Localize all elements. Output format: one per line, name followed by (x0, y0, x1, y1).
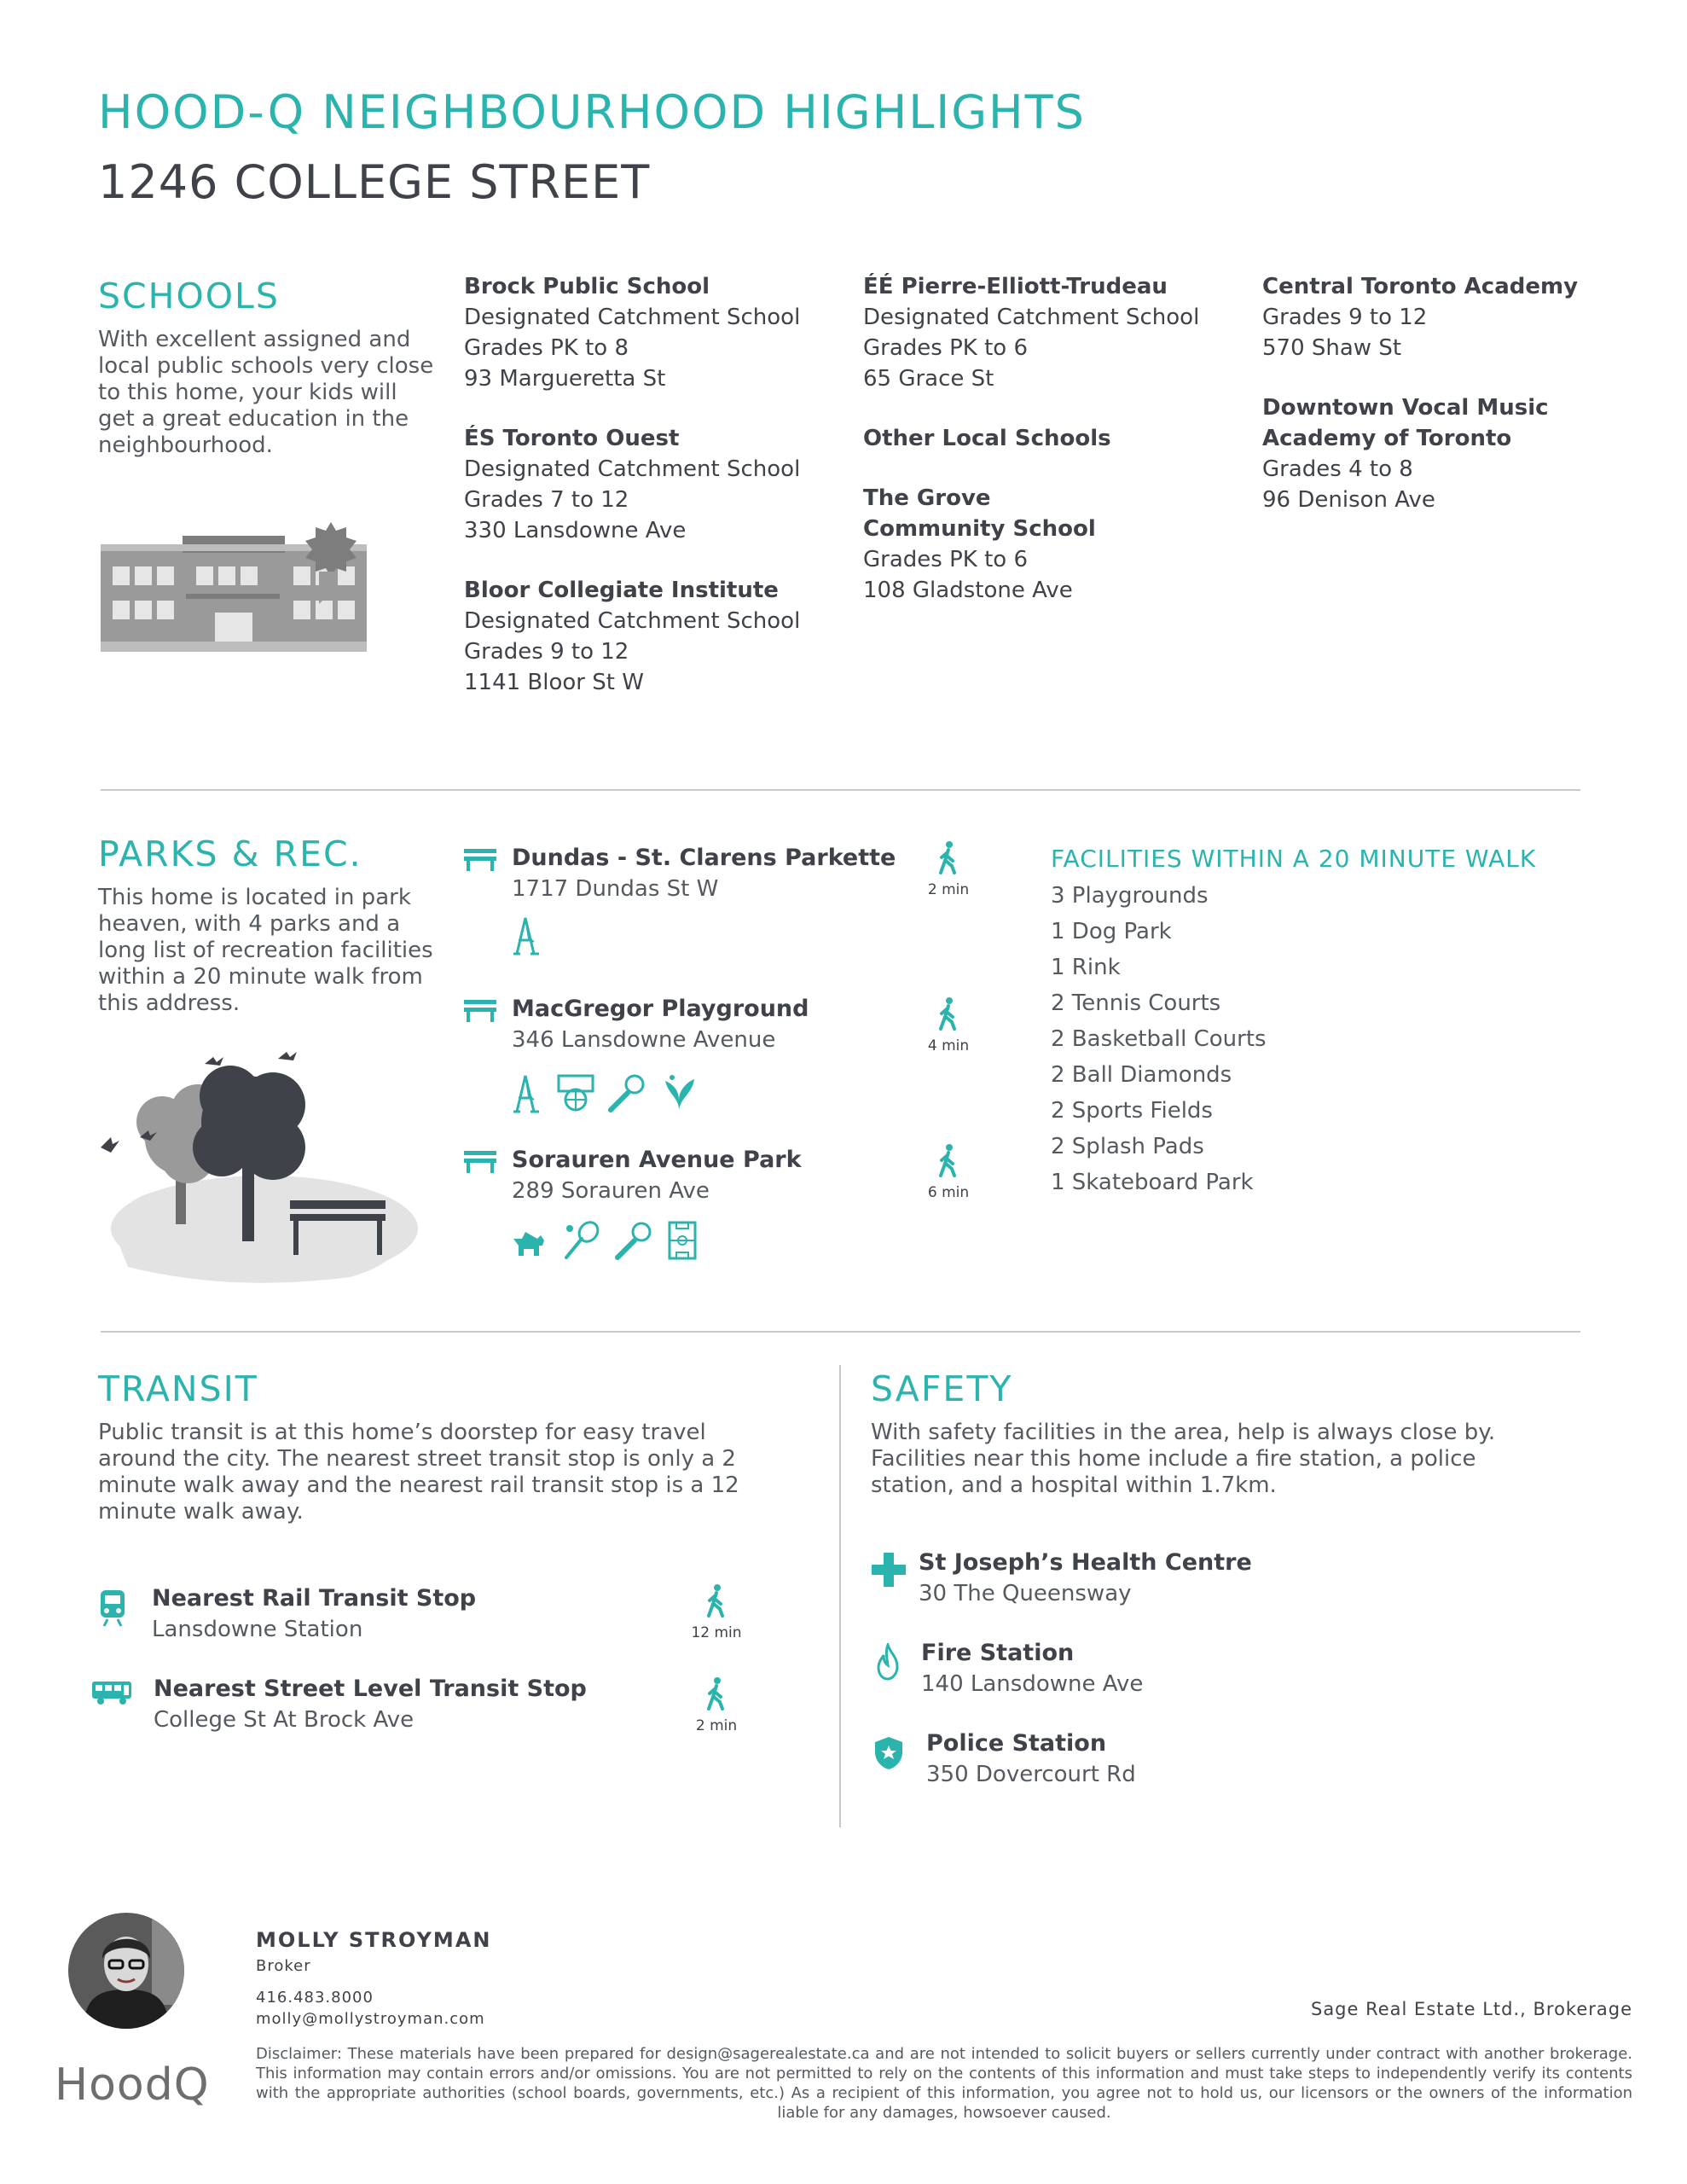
school-address: 1141 Bloor St W (464, 670, 644, 695)
walking-icon (705, 1676, 728, 1711)
park-address: 289 Sorauren Ave (512, 1178, 710, 1204)
facilities-title: FACILITIES WITHIN A 20 MINUTE WALK (1051, 845, 1537, 873)
agent-avatar (67, 1911, 186, 2030)
agent-role: Broker (256, 1957, 311, 1975)
park-scene-icon (94, 1037, 418, 1292)
school-entry (464, 423, 839, 546)
safety-address: 140 Lansdowne Ave (921, 1671, 1144, 1697)
stop-title: Nearest Street Level Transit Stop (154, 1676, 587, 1702)
disclaimer: Disclaimer: These materials have been prepared for design@sagerealestate.ca and are not intended to solicit buyers or sellers currently under contract with another brokerage. This information may contain errors and/or omissions. You are not permitted to rely on the contents of this information and must take steps to independently verify its contents with the appropriate authorities (school boards, governments, etc.) As a recipient of this information, you agree not to hold us, our licensors or the owners of the information liable for any damages, howsoever caused. (256, 2045, 1632, 2122)
bus-icon (90, 1680, 133, 1705)
walk-time-label: 2 min (695, 1717, 738, 1734)
baseball-icon (607, 1072, 648, 1113)
train-icon (99, 1589, 126, 1628)
fire-icon (875, 1643, 901, 1681)
schools-column-3 (1262, 271, 1620, 544)
school-grades: Grades 4 to 8 (1262, 456, 1413, 482)
facility-item: 2 Sports Fields (1051, 1098, 1213, 1124)
park-name: Sorauren Avenue Park (512, 1147, 802, 1173)
bench-icon (464, 847, 496, 873)
facility-item: 1 Rink (1051, 955, 1121, 980)
school-grades: Grades PK to 6 (863, 335, 1028, 361)
school-grades: Grades PK to 6 (863, 547, 1028, 572)
facility-item: 2 Tennis Courts (1051, 990, 1221, 1016)
agent-name: MOLLY STROYMAN (256, 1928, 492, 1952)
park-amenities (510, 1072, 699, 1113)
facility-item: 3 Playgrounds (1051, 883, 1209, 909)
stop-title: Nearest Rail Transit Stop (152, 1585, 477, 1612)
school-entry (464, 271, 839, 394)
agent-info (256, 1928, 491, 2028)
facility-item: 1 Skateboard Park (1051, 1170, 1254, 1195)
property-address: 1246 COLLEGE STREET (98, 155, 651, 209)
park-address: 1717 Dundas St W (512, 876, 719, 902)
safety-title: SAFETY (871, 1368, 1013, 1409)
agent-phone[interactable]: 416.483.8000 (256, 1989, 374, 2007)
facility-item: 2 Ball Diamonds (1051, 1062, 1232, 1088)
school-designation: Designated Catchment School (863, 305, 1200, 330)
school-grades: Grades 9 to 12 (464, 639, 629, 665)
basketball-icon (556, 1072, 595, 1113)
school-address: 330 Lansdowne Ave (464, 518, 687, 543)
baseball-icon (614, 1220, 655, 1261)
school-designation: Designated Catchment School (464, 305, 801, 330)
parks-title: PARKS & REC. (98, 834, 362, 874)
transit-title: TRANSIT (98, 1368, 258, 1409)
walk-time-park-1 (914, 840, 983, 898)
divider-vertical (839, 1365, 841, 1827)
school-grades: Grades 7 to 12 (464, 487, 629, 513)
school-name: ÉS Toronto Ouest (464, 426, 680, 451)
school-name: Central Toronto Academy (1262, 274, 1579, 299)
school-name: Downtown Vocal Music (1262, 395, 1549, 421)
school-entry (863, 271, 1247, 394)
splash-pad-icon (660, 1072, 699, 1113)
school-building-icon (101, 522, 382, 667)
facility-item: 2 Splash Pads (1051, 1134, 1204, 1159)
park-name: Dundas - St. Clarens Parkette (512, 845, 896, 871)
playground-icon (510, 1072, 544, 1113)
walk-time-park-3 (914, 1143, 983, 1201)
park-entry (512, 1147, 802, 1204)
walking-icon (937, 996, 959, 1031)
school-name: ÉÉ Pierre-Elliott-Trudeau (863, 274, 1168, 299)
park-name: MacGregor Playground (512, 996, 809, 1022)
walking-icon (937, 840, 959, 874)
schools-title: SCHOOLS (98, 276, 280, 317)
divider-parks (101, 1331, 1580, 1333)
school-address: 93 Margueretta St (464, 366, 666, 392)
safety-name: St Joseph’s Health Centre (919, 1549, 1252, 1576)
stop-name: Lansdowne Station (152, 1617, 363, 1642)
walk-time-label: 12 min (691, 1624, 742, 1641)
school-entry (464, 575, 839, 698)
school-designation: Designated Catchment School (464, 608, 801, 634)
park-address: 346 Lansdowne Avenue (512, 1027, 776, 1053)
schools-intro: With excellent assigned and local public schools very close to this home, your kids will get a great education in the neighbourhood. (98, 327, 434, 458)
school-name-cont: Community School (863, 516, 1096, 542)
walk-time-rail (682, 1583, 751, 1641)
school-name: Bloor Collegiate Institute (464, 578, 779, 603)
park-entry (512, 845, 896, 902)
sports-field-icon (667, 1220, 698, 1261)
park-amenities (510, 1220, 698, 1261)
school-name: Brock Public School (464, 274, 710, 299)
transit-stop-street (154, 1676, 587, 1733)
walk-time-street (682, 1676, 751, 1734)
walking-icon (705, 1583, 728, 1618)
safety-entry-hospital (919, 1549, 1252, 1606)
facilities-list (1051, 845, 1536, 1200)
page-title: HOOD-Q NEIGHBOURHOOD HIGHLIGHTS (98, 85, 1086, 139)
divider-schools (101, 789, 1580, 791)
brokerage-name: Sage Real Estate Ltd., Brokerage (1310, 1999, 1632, 2019)
walk-time-label: 2 min (927, 881, 970, 898)
school-name-cont: Academy of Toronto (1262, 426, 1512, 451)
school-address: 96 Denison Ave (1262, 487, 1435, 513)
schools-column-1 (464, 271, 839, 727)
safety-name: Police Station (926, 1730, 1107, 1757)
walking-icon (937, 1143, 959, 1177)
dog-park-icon (510, 1220, 549, 1261)
bench-icon (464, 998, 496, 1024)
school-name: The Grove (863, 485, 991, 511)
safety-name: Fire Station (921, 1640, 1075, 1666)
school-entry (1262, 271, 1620, 363)
facility-item: 1 Dog Park (1051, 919, 1172, 944)
school-address: 65 Grace St (863, 366, 994, 392)
school-address: 570 Shaw St (1262, 335, 1402, 361)
playground-icon (510, 915, 544, 956)
school-address: 108 Gladstone Ave (863, 578, 1073, 603)
hospital-cross-icon (872, 1553, 906, 1587)
hoodq-logo: HoodQ (55, 2059, 210, 2111)
police-shield-icon (873, 1735, 904, 1771)
school-entry (863, 483, 1247, 606)
school-grades: Grades PK to 8 (464, 335, 629, 361)
walk-time-label: 6 min (927, 1184, 970, 1201)
safety-intro: With safety facilities in the area, help is always close by. Facilities near this home include a fire station, a police station, and a hospital within 1.7km. (871, 1420, 1496, 1498)
stop-name: College St At Brock Ave (154, 1707, 415, 1733)
walk-time-park-2 (914, 996, 983, 1054)
school-grades: Grades 9 to 12 (1262, 305, 1428, 330)
facility-item: 2 Basketball Courts (1051, 1026, 1267, 1052)
school-entry (1262, 392, 1620, 515)
agent-email[interactable]: molly@mollystroyman.com (256, 2010, 485, 2028)
park-entry (512, 996, 809, 1053)
walk-time-label: 4 min (927, 1037, 970, 1054)
transit-stop-rail (152, 1585, 476, 1642)
safety-entry-police (926, 1730, 1136, 1787)
safety-address: 350 Dovercourt Rd (926, 1762, 1136, 1787)
bench-icon (464, 1149, 496, 1175)
other-schools-heading: Other Local Schools (863, 426, 1111, 451)
safety-address: 30 The Queensway (919, 1581, 1132, 1606)
transit-intro: Public transit is at this home’s doorstep for easy travel around the city. The nearest street transit stop is only a 2 minute walk away and the nearest rail transit stop is a 12 minute walk away. (98, 1420, 739, 1525)
safety-entry-fire (921, 1640, 1143, 1697)
schools-column-2 (863, 271, 1247, 635)
school-designation: Designated Catchment School (464, 456, 801, 482)
parks-intro: This home is located in park heaven, with 4 parks and a long list of recreation facilities within a 20 minute walk from this address. (98, 885, 433, 1016)
tennis-icon (561, 1220, 602, 1261)
